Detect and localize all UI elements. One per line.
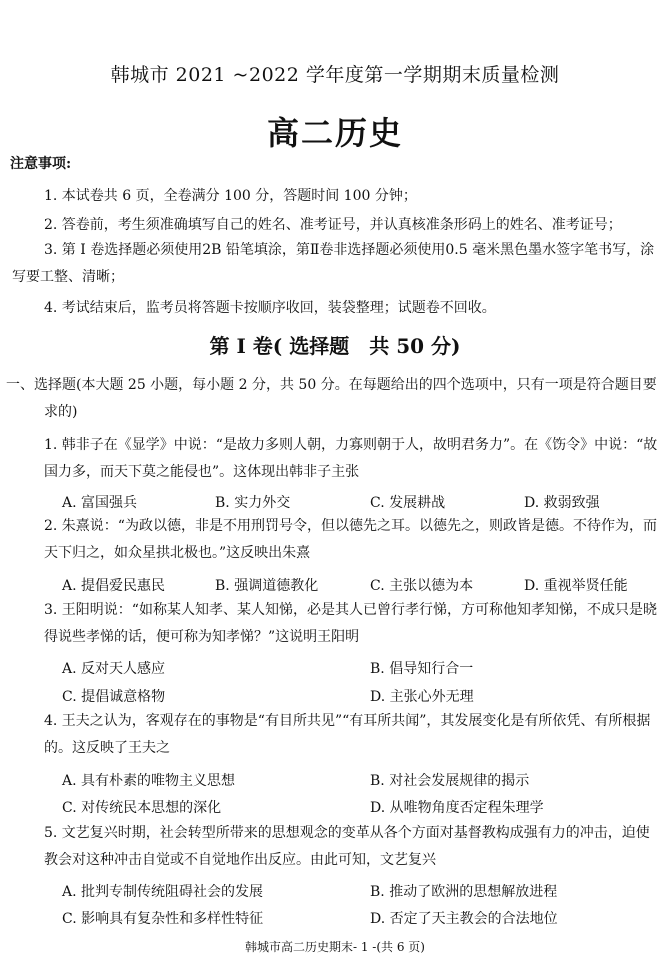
question-5-option-a: A. 批判专制传统阻碍社会的发展 <box>62 884 264 900</box>
section-instruction: 一、选择题(本大题 25 小题，每小题 2 分，共 50 分。在每题给出的四个选项中，只有一项是符合题目要求的) <box>6 377 657 420</box>
notes-title: 注意事项: <box>10 156 72 172</box>
question-1-option-d: D. 救弱致强 <box>524 495 600 511</box>
exam-title: 韩城市 2021 ~2022 学年度第一学期期末质量检测 <box>110 64 560 86</box>
question-2-option-b: B. 强调道德教化 <box>215 578 319 594</box>
question-1-option-b: B. 实力外交 <box>215 495 291 511</box>
question-3-option-c: C. 提倡诚意格物 <box>62 689 166 705</box>
question-4-option-a: A. 具有朴素的唯物主义思想 <box>62 773 236 789</box>
question-4-option-d: D. 从唯物角度否定程朱理学 <box>370 800 544 816</box>
question-5-option-d: D. 否定了天主教会的合法地位 <box>370 911 558 927</box>
page-footer: 韩城市高二历史期末- 1 -(共 6 页) <box>244 940 425 954</box>
section-title: 第 Ⅰ 卷( 选择题 共 50 分) <box>209 334 461 358</box>
question-4-option-b: B. 对社会发展规律的揭示 <box>370 773 530 789</box>
question-2-option-a: A. 提倡爱民惠民 <box>62 578 166 594</box>
question-5-option-c: C. 影响具有复杂性和多样性特征 <box>62 911 264 927</box>
question-5-stem: 5. 文艺复兴时期，社会转型所带来的思想观念的变革从各个方面对基督教构成强有力的冲击，迫使教会对这种冲击自觉或不自觉地作出反应。由此可知，文艺复兴 <box>44 825 650 868</box>
note-item-1: 1. 本试卷共 6 页，全卷满分 100 分，答题时间 100 分钟； <box>44 188 417 204</box>
question-3-option-b: B. 倡导知行合一 <box>370 661 474 677</box>
question-2-option-c: C. 主张以德为本 <box>370 578 474 594</box>
subject-title: 高二历史 <box>266 114 403 152</box>
question-5-option-b: B. 推动了欧洲的思想解放进程 <box>370 884 558 900</box>
note-item-3: 3. 第 Ⅰ 卷选择题必须使用2B 铅笔填涂，第Ⅱ卷非选择题必须使用0.5 毫米黑色墨水签字笔书写，涂写要工整、清晰； <box>12 242 655 285</box>
question-1-option-c: C. 发展耕战 <box>370 495 446 511</box>
question-3-option-d: D. 主张心外无理 <box>370 689 474 705</box>
question-3-stem: 3. 王阳明说：“如称某人知孝、某人知悌，必是其人已曾行孝行悌，方可称他知孝知悌，不成只是晓得说些孝悌的话，便可称为知孝悌？”这说明王阳明 <box>44 602 657 645</box>
question-4-stem: 4. 王夫之认为，客观存在的事物是“有目所共见”“有耳所共闻”，其发展变化是有所依凭、有所根据的。这反映了王夫之 <box>44 713 651 756</box>
note-item-4: 4. 考试结束后，监考员将答题卡按顺序收回，装袋整理；试题卷不回收。 <box>44 300 496 316</box>
question-1-option-a: A. 富国强兵 <box>62 495 138 511</box>
question-2-stem: 2. 朱熹说：“为政以德，非是不用刑罚号令，但以德先之耳。以德先之，则政皆是德。不待作为，而天下归之，如众星拱北极也。”这反映出朱熹 <box>44 518 657 561</box>
question-1-stem: 1. 韩非子在《显学》中说：“是故力多则人朝，力寡则朝于人，故明君务力”。在《饬令》中说：“故国力多，而天下莫之能侵也”。这体现出韩非子主张 <box>44 437 658 480</box>
note-item-2: 2. 答卷前，考生须准确填写自己的姓名、准考证号，并认真核准条形码上的姓名、准考证号； <box>44 217 622 233</box>
question-4-option-c: C. 对传统民本思想的深化 <box>62 800 222 816</box>
question-2-option-d: D. 重视举贤任能 <box>524 578 628 594</box>
question-3-option-a: A. 反对天人感应 <box>62 661 166 677</box>
